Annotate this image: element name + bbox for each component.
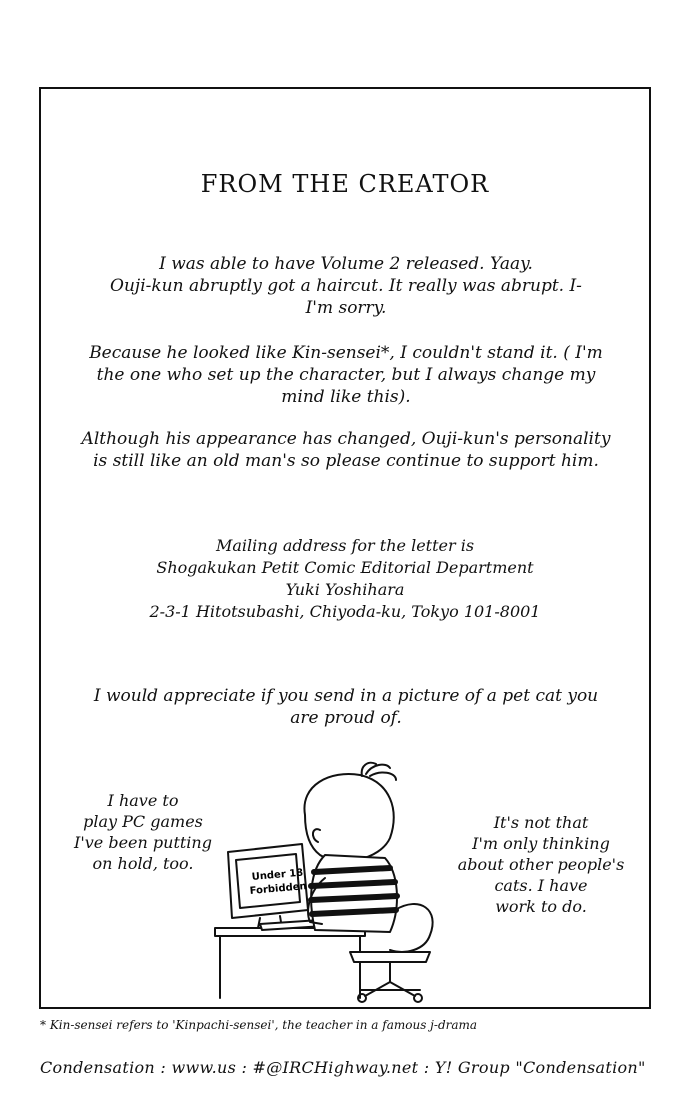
speech-text-left: I have to play PC games I've been putting on hold, too. <box>74 791 212 873</box>
scanlation-credit: Condensation : www.us : #@IRCHighway.net : Y! Group "Condensation" <box>40 1058 646 1077</box>
address-intro: Mailing address for the letter is <box>215 536 475 555</box>
screen-text-line-1: Under 18 <box>251 867 304 883</box>
creator-at-computer-illustration <box>190 760 460 1010</box>
mailing-address <box>90 535 600 623</box>
paragraph-personality: Although his appearance has changed, Ouji-kun's personality is still like an old man's so please continue to support him. <box>81 429 611 471</box>
paragraph-haircut-reason: Because he looked like Kin-sensei*, I couldn't stand it. ( I'm the one who set up the character, but I always change my mind like this). <box>89 343 603 407</box>
address-line-3: 2-3-1 Hitotsubashi, Chiyoda-ku, Tokyo 101-8001 <box>149 602 541 621</box>
screen-text-line-2: Forbidden <box>249 881 308 897</box>
paragraph-volume-release: I was able to have Volume 2 released. Yaay. Ouji-kun abruptly got a haircut. It really was abrupt. I- I'm sorry. <box>110 254 582 318</box>
address-line-1: Shogakukan Petit Comic Editorial Department <box>156 558 534 577</box>
speech-text-right: It's not that I'm only thinking about other people's cats. I have work to do. <box>457 813 625 916</box>
paragraph-cat-request: I would appreciate if you send in a picture of a pet cat you are proud of. <box>93 686 599 728</box>
footnote: * Kin-sensei refers to 'Kinpachi-sensei', the teacher in a famous j-drama <box>40 1018 478 1032</box>
head <box>304 774 393 861</box>
page-title: FROM THE CREATOR <box>200 170 490 198</box>
address-line-2: Yuki Yoshihara <box>285 580 405 599</box>
